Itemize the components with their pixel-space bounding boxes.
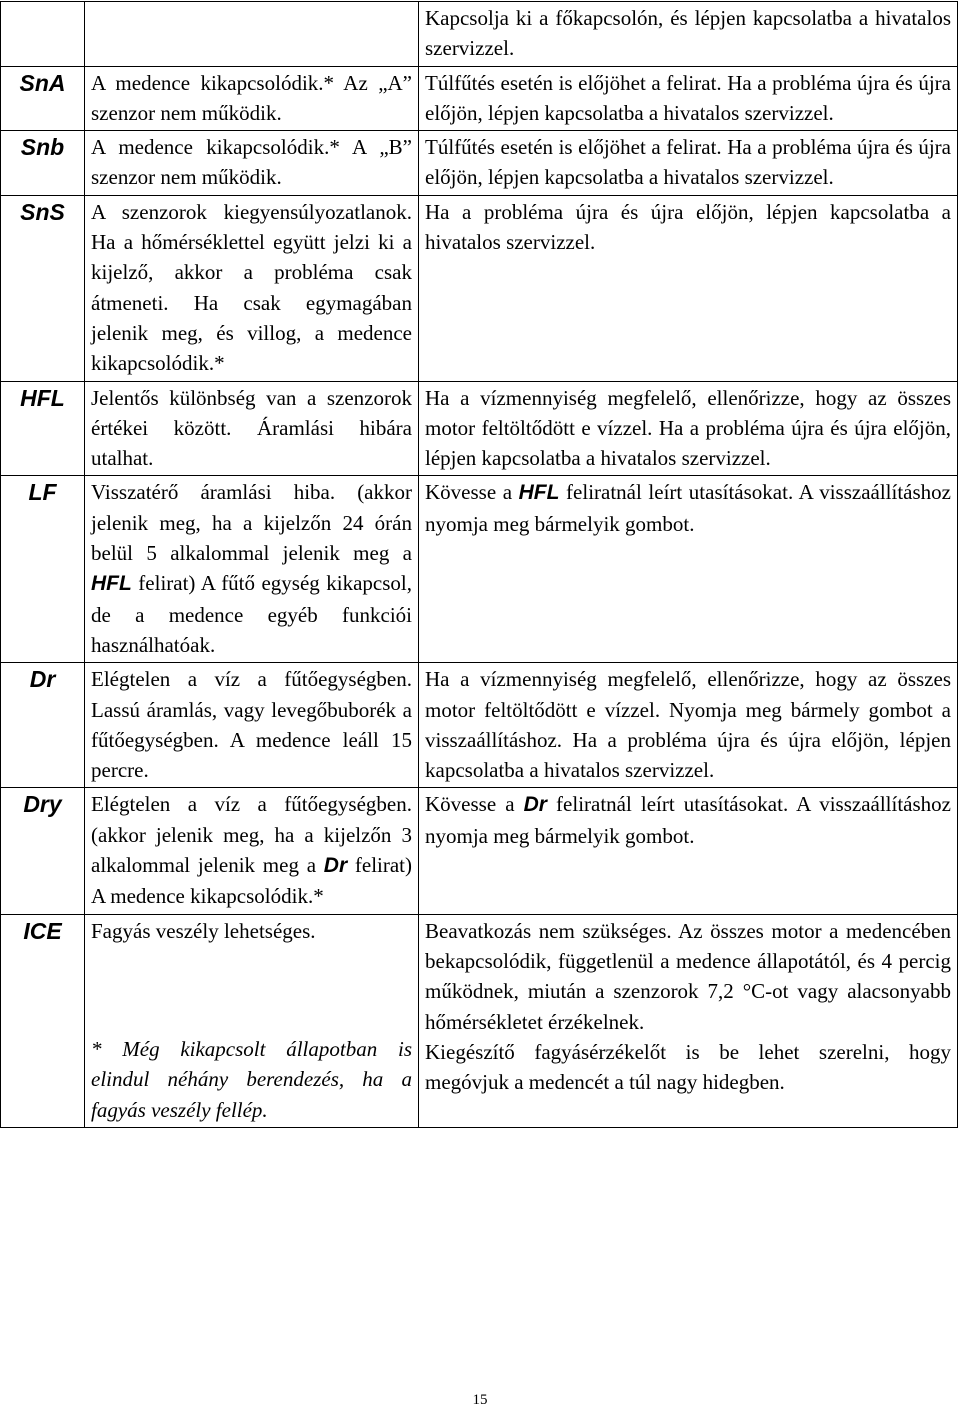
highlighted-code: HFL: [518, 481, 560, 505]
error-action: Túlfűtés esetén is előjöhet a felirat. Ha a probléma újra és újra előjön, lépjen kapcsolatba a hivatalos szervizzel.: [419, 66, 958, 131]
footnote: * Még kikapcsolt állapotban is elindul néhány berendezés, ha a fagyás veszély fellép.: [91, 1036, 412, 1122]
table-row: [1, 66, 958, 131]
error-code: Dry: [1, 788, 85, 914]
action-text: feliratnál leírt utasításokat. A visszaállításhoz nyomja meg bármelyik gombot.: [425, 792, 951, 848]
description-text: Visszatérő áramlási hiba. (akkor jelenik meg, ha a kijelzőn 24 órán belül 5 alkalommal jelenik meg a: [91, 480, 412, 566]
error-code-table: [0, 1, 958, 1128]
highlighted-code: HFL: [91, 572, 132, 596]
error-code: SnA: [1, 66, 85, 131]
table-row: [1, 663, 958, 788]
error-description: Jelentős különbség van a szenzorok értékei között. Áramlási hibára utalhat.: [85, 381, 419, 476]
error-code: LF: [1, 476, 85, 663]
table-row: [1, 476, 958, 663]
highlighted-code: Dr: [323, 854, 348, 878]
error-action: Túlfűtés esetén is előjöhet a felirat. Ha a probléma újra és újra előjön, lépjen kapcsolatba a hivatalos szervizzel.: [419, 131, 958, 196]
error-code: SnS: [1, 195, 85, 381]
error-action: Kapcsolja ki a főkapcsolón, és lépjen kapcsolatba a hivatalos szervizzel.: [419, 2, 958, 67]
description-text: Fagyás veszély lehetséges.: [91, 918, 316, 943]
error-action: Ha a probléma újra és újra előjön, lépjen kapcsolatba a hivatalos szervizzel.: [419, 195, 958, 381]
table-row: [1, 195, 958, 381]
table-row: [1, 914, 958, 1127]
description-text: felirat) A fűtő egység kikapcsol, de a medence egyéb funkciói használhatóak.: [91, 571, 412, 657]
error-code: Dr: [1, 663, 85, 788]
error-action: Ha a vízmennyiség megfelelő, ellenőrizze, hogy az összes motor feltöltődött e vízzel. Nyomja meg bármely gombot a visszaállításhoz. Ha a probléma újra és újra előjön, lépjen kapcsolatba a hivatalos szervizzel.: [419, 663, 958, 788]
error-code: ICE: [1, 914, 85, 1127]
description-text: Elégtelen a víz a fűtőegységben. (akkor jelenik meg, ha a kijelzőn 3 alkalommal jelenik meg a: [91, 792, 412, 878]
highlighted-code: Dr: [523, 793, 547, 817]
error-action: [419, 914, 958, 1127]
action-text: Beavatkozás nem szükséges. Az összes motor a medencében bekapcsolódik, függetlenül a medence állapotától, és 4 percig működnek, miután a szenzorok 7,2 °C-ot vagy alacsonyabb hőmérsékletet érzékelnek.: [425, 918, 951, 1034]
error-description: [85, 476, 419, 663]
error-description: Elégtelen a víz a fűtőegységben. Lassú áramlás, vagy levegőbuborék a fűtőegységben. A medence leáll 15 percre.: [85, 663, 419, 788]
error-action: [419, 788, 958, 914]
error-action: Ha a vízmennyiség megfelelő, ellenőrizze, hogy az összes motor feltöltődött e vízzel. Ha a probléma újra és újra előjön, lépjen kapcsolatba a hivatalos szervizzel.: [419, 381, 958, 476]
table-row: [1, 131, 958, 196]
error-description: [85, 788, 419, 914]
error-description: A medence kikapcsolódik.* A „B” szenzor nem működik.: [85, 131, 419, 196]
error-description: [85, 2, 419, 67]
action-text: feliratnál leírt utasításokat. A visszaállításhoz nyomja meg bármelyik gombot.: [425, 480, 951, 536]
table-row: [1, 2, 958, 67]
error-action: [419, 476, 958, 663]
table-row: [1, 381, 958, 476]
error-code: [1, 2, 85, 67]
action-text: Kövesse a: [425, 792, 524, 817]
error-code: Snb: [1, 131, 85, 196]
page-number: 15: [472, 1392, 488, 1408]
error-code: HFL: [1, 381, 85, 476]
action-text: Kiegészítő fagyásérzékelőt is be lehet szerelni, hogy megóvjuk a medencét a túl nagy hidegben.: [425, 1039, 951, 1095]
table-row: [1, 788, 958, 914]
description-text: felirat) A medence kikapcsolódik.*: [91, 853, 413, 909]
error-description: A medence kikapcsolódik.* Az „A” szenzor nem működik.: [85, 66, 419, 131]
error-description: A szenzorok kiegyensúlyozatlanok. Ha a hőmérséklettel együtt jelzi ki a kijelző, akkor a probléma csak átmeneti. Ha csak egymagában jelenik meg, és villog, a medence kikapcsolódik.*: [85, 195, 419, 381]
error-description: [85, 914, 419, 1127]
action-text: Kövesse a: [425, 480, 519, 505]
